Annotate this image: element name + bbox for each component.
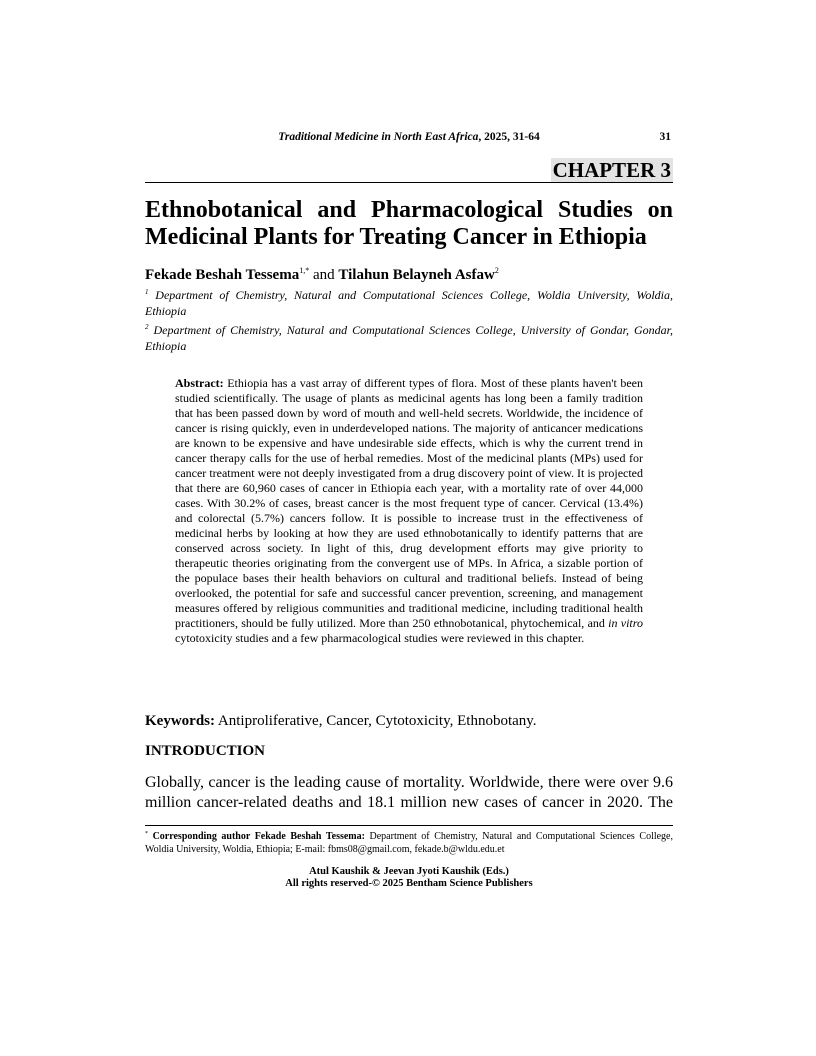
journal-year-pages: , 2025, 31-64 xyxy=(478,131,540,143)
author-2-name: Tilahun Belayneh Asfaw xyxy=(338,267,495,283)
affiliation-1-sup: 1 xyxy=(145,288,149,296)
author-line xyxy=(145,262,673,284)
chapter-label: CHAPTER 3 xyxy=(552,158,671,182)
footnote-rule xyxy=(145,825,673,826)
abstract-text-1: Ethiopia has a vast array of different types of flora. Most of these plants haven't been studied scientifically. The usage of plants as medicinal agents has long been a family tradition that has been passed down by word of mouth and well-held secrets. Worldwide, the incidence of cancer is rising quickly, even in underdeveloped nations. The majority of anticancer medications are known to be expensive and have undesirable side effects, which is why the current trend in cancer therapy calls for the use of herbal remedies. Most of the medicinal plants (MPs) used for cancer treatment were not deeply investigated from a drug discovery point of view. It is projected that there are 60,960 cases of cancer in Ethiopia each year, with a mortality rate of over 44,000 cases. With 30.2% of cases, breast cancer is the most frequent type of cancer. Cervical (13.4%) and colorectal (5.7%) cancers follow. It is possible to increase trust in the effectiveness of medicinal herbs by looking at how they are used ethnobotanically to identify patterns that are conserved across society. In light of this, drug development efforts may give priority to therapeutic theories originating from the convergent use of MPs. In Africa, a sizable portion of the populace bases their health behaviors on cultural and traditional beliefs. Instead of being overlooked, the potential for safe and successful cancer prevention, screening, and management measures offered by religious communities and traditional medicine, including traditional health practitioners, should be fully utilized. More than 250 ethnobotanical, phytochemical, and xyxy=(175,376,643,630)
footnote-text: Department of Chemistry, Natural and Computational Sciences College, Woldia University, Woldia, Ethiopia; E-mail: fbms08@gmail.com, fekade.b@wldu.edu.et xyxy=(145,831,674,855)
affiliation-2-text: Department of Chemistry, Natural and Computational Sciences College, University of Gondar, Gondar, Ethiopia xyxy=(145,323,673,353)
affiliation-2-sup: 2 xyxy=(145,323,149,331)
chapter-rule xyxy=(145,182,673,183)
page-number: 31 xyxy=(659,131,671,143)
affiliation-1 xyxy=(145,284,673,319)
author-1-sup: 1,* xyxy=(299,266,310,275)
author-2-sup: 2 xyxy=(494,266,499,275)
editors-block xyxy=(145,866,673,890)
keywords xyxy=(145,712,673,730)
copyright-line: All rights reserved-© 2025 Bentham Science Publishers xyxy=(285,878,533,889)
affiliation-2 xyxy=(145,319,673,354)
abstract-label: Abstract: xyxy=(175,376,224,390)
abstract xyxy=(175,376,643,646)
abstract-italic: in vitro xyxy=(608,616,643,630)
abstract-text-2: cytotoxicity studies and a few pharmacological studies were reviewed in this chapter. xyxy=(175,631,585,645)
footnote xyxy=(145,828,673,856)
journal-title: Traditional Medicine in North East Africa xyxy=(278,131,479,143)
keywords-label: Keywords: xyxy=(145,713,215,729)
introduction-heading: INTRODUCTION xyxy=(145,743,266,759)
author-conjunction: and xyxy=(309,267,339,283)
running-head xyxy=(145,131,673,147)
author-1-name: Fekade Beshah Tessema xyxy=(145,267,300,283)
footnote-sup: * xyxy=(145,831,148,837)
keywords-text: Antiproliferative, Cancer, Cytotoxicity, Ethnobotany. xyxy=(215,713,537,729)
article-title: Ethnobotanical and Pharmacological Studies on Medicinal Plants for Treating Cancer in Ethiopia xyxy=(145,197,673,250)
journal-citation xyxy=(145,131,673,143)
affiliation-1-text: Department of Chemistry, Natural and Computational Sciences College, Woldia University, Woldia, Ethiopia xyxy=(145,288,673,318)
editors-line: Atul Kaushik & Jeevan Jyoti Kaushik (Eds.) xyxy=(309,866,509,877)
footnote-label: Corresponding author Fekade Beshah Tessema: xyxy=(148,831,365,842)
introduction-text: Globally, cancer is the leading cause of mortality. Worldwide, there were over 9.6 million cancer-related deaths and 18.1 million new cases of cancer in 2020. The xyxy=(145,774,673,811)
